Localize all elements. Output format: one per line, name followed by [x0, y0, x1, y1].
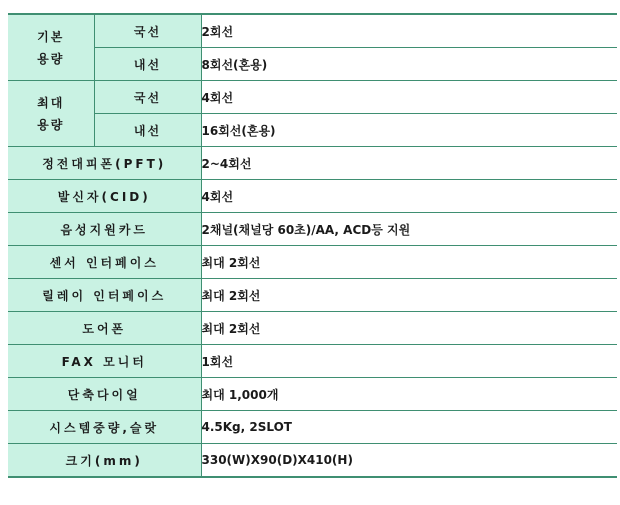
- spec-value: 1회선: [201, 345, 617, 378]
- sub-label: 국선: [94, 14, 201, 48]
- sub-label: 내선: [94, 48, 201, 81]
- spec-value: 최대 1,000개: [201, 378, 617, 411]
- sub-label: 내선: [94, 114, 201, 147]
- table-row: [8, 246, 617, 279]
- spec-value: 최대 2회선: [201, 246, 617, 279]
- spec-value: 2~4회선: [201, 147, 617, 180]
- label-line: 기본: [37, 29, 65, 44]
- spec-table: [8, 13, 617, 478]
- spec-value: 최대 2회선: [201, 279, 617, 312]
- table-row: [8, 213, 617, 246]
- label-line: 최대: [37, 95, 65, 110]
- row-label: 정전대피폰(PFT): [8, 147, 201, 180]
- table-row: [8, 378, 617, 411]
- spec-value: 최대 2회선: [201, 312, 617, 345]
- table-row: [8, 312, 617, 345]
- table-row: [8, 411, 617, 444]
- row-label: 음성지원카드: [8, 213, 201, 246]
- table-row: [8, 345, 617, 378]
- table-row: [8, 444, 617, 478]
- table-row: [8, 147, 617, 180]
- label-line: 용량: [37, 117, 65, 132]
- spec-value: 4회선: [201, 180, 617, 213]
- spec-value: 4.5Kg, 2SLOT: [201, 411, 617, 444]
- table-row: [8, 114, 617, 147]
- spec-value: 2회선: [201, 14, 617, 48]
- row-label: 발신자(CID): [8, 180, 201, 213]
- sub-label: 국선: [94, 81, 201, 114]
- row-label: 릴레이 인터페이스: [8, 279, 201, 312]
- row-label: 단축다이얼: [8, 378, 201, 411]
- spec-value: 16회선(혼용): [201, 114, 617, 147]
- row-label: 크기(mm): [8, 444, 201, 478]
- spec-value: 8회선(혼용): [201, 48, 617, 81]
- spec-value: 4회선: [201, 81, 617, 114]
- table-row: [8, 48, 617, 81]
- row-label: FAX 모니터: [8, 345, 201, 378]
- spec-value: 330(W)X90(D)X410(H): [201, 444, 617, 478]
- row-label: 시스템중량,슬랏: [8, 411, 201, 444]
- label-line: 용량: [37, 51, 65, 66]
- table-row: [8, 180, 617, 213]
- table-row: [8, 279, 617, 312]
- table-row: [8, 81, 617, 114]
- row-label: 도어폰: [8, 312, 201, 345]
- table-row: [8, 14, 617, 48]
- row-label: 센서 인터페이스: [8, 246, 201, 279]
- row-label-max-capacity: [8, 81, 94, 147]
- row-label-basic-capacity: [8, 14, 94, 81]
- spec-value: 2채널(채널당 60초)/AA, ACD등 지원: [201, 213, 617, 246]
